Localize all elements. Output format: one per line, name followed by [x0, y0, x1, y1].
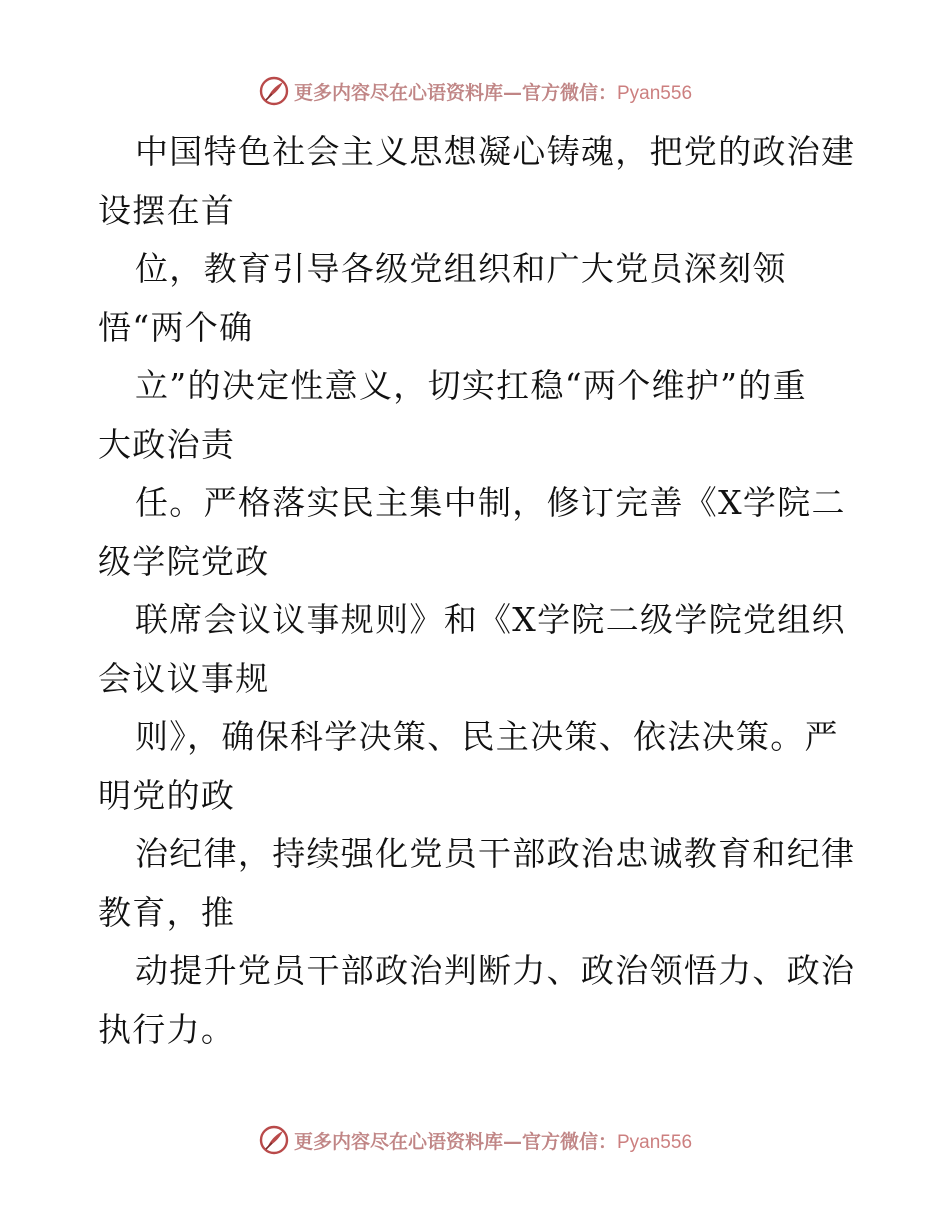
- body-line: 中国特色社会主义思想凝心铸魂，把党的政治建: [135, 132, 856, 171]
- watermark-site-text: 更多内容尽在心语资料库: [293, 81, 503, 104]
- body-line: 任。严格落实民主集中制，修订完善《X学院二: [135, 483, 846, 522]
- watermark-wechat-label: 官方微信：: [521, 81, 617, 104]
- body-line: 大政治责: [98, 424, 236, 464]
- watermark-separator: —: [502, 1130, 522, 1153]
- watermark-site-text: 更多内容尽在心语资料库: [293, 1130, 503, 1153]
- header-watermark: [0, 71, 950, 111]
- watermark-wechat-id: Pyan556: [617, 1131, 693, 1153]
- body-line: 级学院党政: [98, 541, 270, 581]
- watermark-separator: —: [502, 81, 522, 104]
- body-line: 执行力。: [98, 1009, 236, 1049]
- feather-pen-circle-icon: [258, 75, 290, 107]
- body-line: 悟“两个确: [98, 307, 254, 347]
- body-line: 会议议事规: [98, 658, 270, 698]
- body-line: 动提升党员干部政治判断力、政治领悟力、政治: [135, 951, 856, 990]
- body-line: 明党的政: [98, 775, 236, 815]
- body-line: 立”的决定性意义，切实扛稳“两个维护”的重: [135, 366, 807, 405]
- watermark-text: [294, 78, 692, 105]
- body-line: 则》，确保科学决策、民主决策、依法决策。严: [135, 717, 839, 756]
- body-line: 教育，推: [98, 892, 236, 932]
- document-body: [98, 123, 858, 1059]
- body-line: 位，教育引导各级党组织和广大党员深刻领: [135, 249, 787, 288]
- watermark-wechat-id: Pyan556: [617, 82, 693, 104]
- body-line: 治纪律，持续强化党员干部政治忠诚教育和纪律: [135, 834, 856, 873]
- feather-pen-circle-icon: [258, 1124, 290, 1156]
- body-line: 联席会议议事规则》和《X学院二级学院党组织: [135, 600, 846, 639]
- watermark-text: [294, 1127, 692, 1154]
- body-line: 设摆在首: [98, 190, 236, 230]
- footer-watermark: [0, 1120, 950, 1160]
- watermark-wechat-label: 官方微信：: [521, 1130, 617, 1153]
